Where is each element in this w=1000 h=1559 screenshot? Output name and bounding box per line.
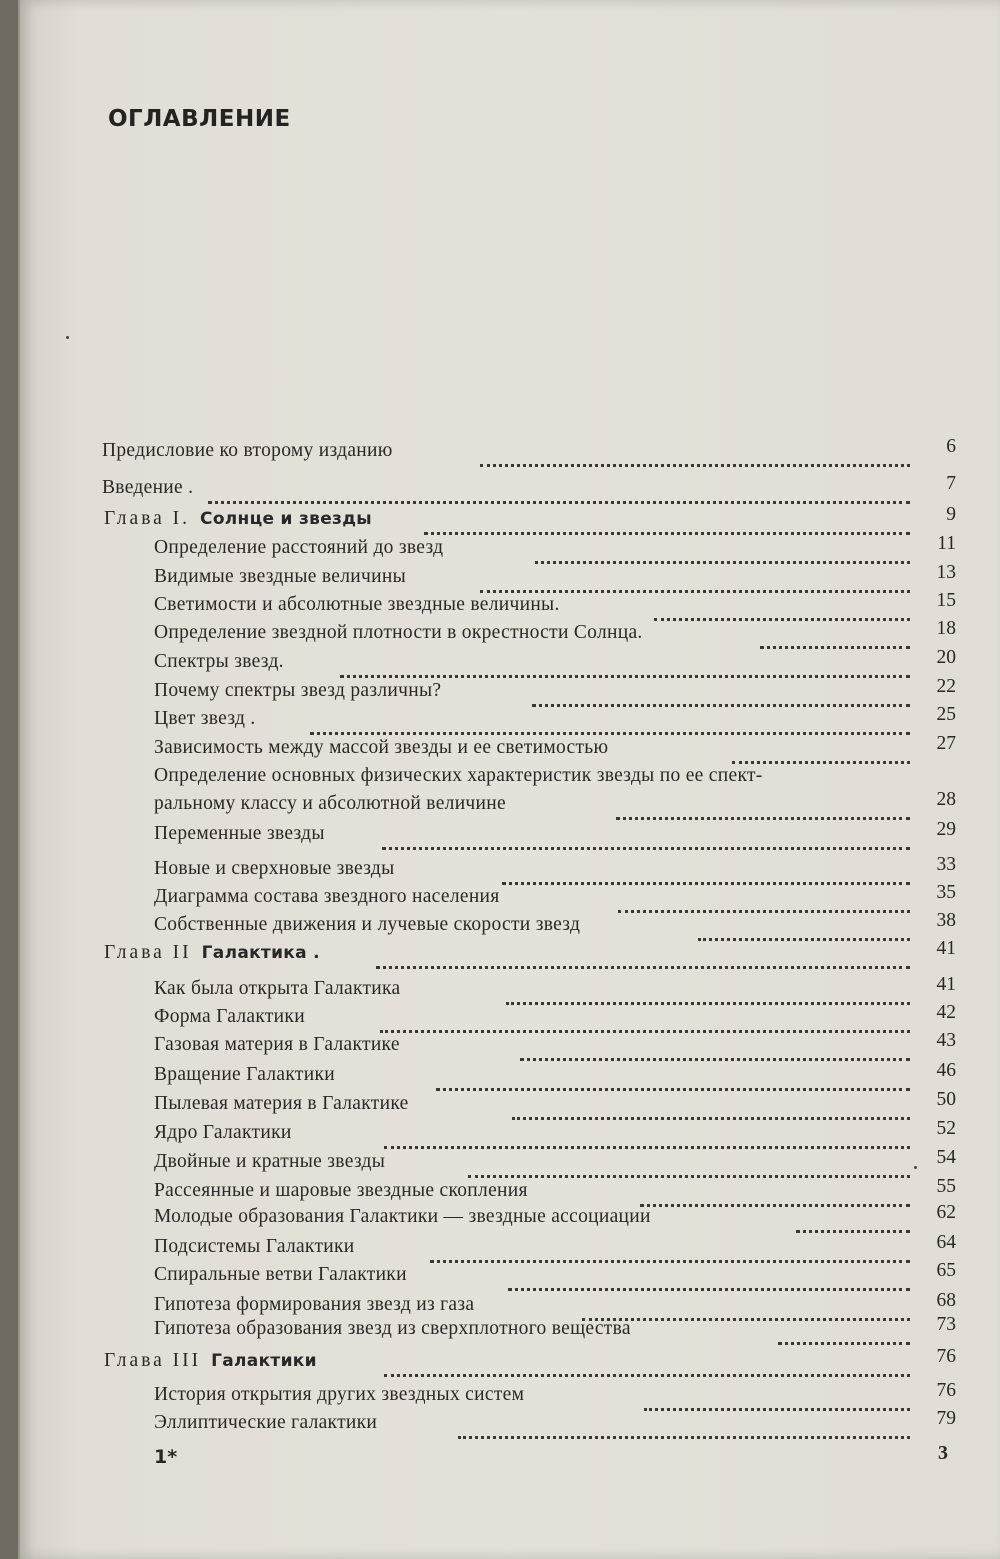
entry-label: Светимости и абсолютные звездные величины. [154, 594, 560, 615]
entry-label: Новые и сверхновые звезды [154, 858, 395, 879]
dot-leader [508, 1264, 910, 1291]
toc-entry [20, 676, 1000, 710]
toc-entry [20, 733, 1000, 767]
entry-label: Предисловие ко второму изданию [102, 440, 393, 461]
dot-leader [535, 537, 910, 564]
chapter-title: Солнце и звезды [200, 509, 372, 529]
toc-entry [20, 1118, 1000, 1152]
entry-page-number: 6 [946, 436, 956, 457]
entry-page-number: 11 [937, 533, 956, 554]
chapter-heading [104, 1350, 317, 1372]
toc-chapter-entry [20, 504, 1000, 538]
entry-page-number: 76 [936, 1346, 956, 1367]
dot-leader [506, 978, 910, 1005]
entry-page-number: 65 [936, 1260, 956, 1281]
entry-label: ральному классу и абсолютной величине [154, 793, 506, 814]
entry-page-number: 73 [936, 1314, 956, 1335]
toc-entry [20, 1260, 1000, 1294]
page-title: ОГЛАВЛЕНИЕ [108, 106, 291, 132]
toc-entry [20, 819, 1000, 853]
dot-leader [520, 1034, 910, 1061]
entry-page-number: 28 [936, 789, 956, 810]
chapter-title: Галактики [211, 1351, 317, 1371]
toc-entry [20, 882, 1000, 916]
toc-entry [20, 974, 1000, 1008]
entry-label: Диаграмма состава звездного населения [154, 886, 500, 907]
entry-page-number: 25 [936, 704, 956, 725]
toc-entry [20, 618, 1000, 652]
entry-page-number: 76 [936, 1380, 956, 1401]
entry-page-number: 41 [936, 974, 956, 995]
dot-leader [208, 477, 910, 504]
entry-page-number: 38 [936, 910, 956, 931]
entry-page-number: 68 [936, 1290, 956, 1311]
dot-leader [796, 1206, 910, 1233]
dot-leader [340, 651, 910, 678]
entry-page-number: 54 [936, 1147, 956, 1168]
chapter-number: Глава II [104, 942, 192, 963]
toc-chapter-entry [20, 1346, 1000, 1380]
chapter-heading [104, 508, 372, 530]
entry-page-number: 55 [936, 1176, 956, 1197]
dot-leader [582, 1294, 910, 1321]
dot-leader [384, 1350, 910, 1377]
dot-leader [618, 886, 910, 913]
toc-entry [20, 704, 1000, 738]
entry-page-number: 46 [936, 1060, 956, 1081]
entry-label: Пылевая материя в Галактике [154, 1093, 409, 1114]
dot-leader [480, 566, 910, 593]
entry-label: Определение расстояний до звезд [154, 537, 444, 558]
entry-page-number: 52 [936, 1118, 956, 1139]
toc-entry [20, 590, 1000, 624]
chapter-number: Глава I. [104, 508, 191, 529]
toc-entry [20, 789, 1000, 823]
entry-label: Вращение Галактики [154, 1064, 335, 1085]
toc-entry [20, 1002, 1000, 1036]
toc-chapter-entry [20, 938, 1000, 972]
toc-entry [20, 1030, 1000, 1064]
entry-page-number: 43 [936, 1030, 956, 1051]
entry-page-number: 18 [936, 618, 956, 639]
table-of-contents [20, 0, 1000, 1559]
entry-label: Ядро Галактики [154, 1122, 292, 1143]
dot-leader [698, 914, 910, 941]
entry-label: Введение . [102, 477, 194, 498]
toc-entry [20, 1202, 1000, 1236]
toc-entry [20, 1232, 1000, 1266]
entry-page-number: 42 [936, 1002, 956, 1023]
dot-leader [760, 622, 910, 649]
toc-entry [20, 1314, 1000, 1348]
entry-page-number: 79 [936, 1408, 956, 1429]
dot-leader [512, 1093, 910, 1120]
dot-leader [778, 1318, 910, 1345]
paper-speck [914, 1166, 917, 1169]
entry-label: Рассеянные и шаровые звездные скопления [154, 1180, 528, 1201]
entry-label: Форма Галактики [154, 1006, 305, 1027]
page-number: 3 [938, 1442, 948, 1464]
dot-leader [310, 708, 910, 735]
entry-page-number: 27 [936, 733, 956, 754]
entry-label: Переменные звезды [154, 823, 325, 844]
entry-label: Собственные движения и лучевые скорости звезд [154, 914, 581, 935]
toc-entry [20, 765, 1000, 795]
entry-label: Определение основных физических характеристик звезды по ее спект- [154, 765, 763, 786]
entry-page-number: 13 [936, 562, 956, 583]
toc-entry [20, 1147, 1000, 1181]
entry-page-number: 15 [936, 590, 956, 611]
toc-entry [20, 1380, 1000, 1414]
entry-label: Молодые образования Галактики — звездные ассоциации [154, 1206, 651, 1227]
entry-page-number: 7 [946, 473, 956, 494]
chapter-title: Галактика . [201, 943, 320, 963]
toc-entry [20, 1408, 1000, 1442]
entry-page-number: 41 [936, 938, 956, 959]
dot-leader [384, 1122, 910, 1149]
dot-leader [480, 440, 910, 467]
entry-label: Почему спектры звезд различны? [154, 680, 442, 701]
dot-leader [380, 1006, 910, 1033]
toc-entry [20, 562, 1000, 596]
toc-entry [20, 647, 1000, 681]
dot-leader [382, 823, 910, 850]
entry-label: Видимые звездные величины [154, 566, 406, 587]
entry-label: История открытия других звездных систем [154, 1384, 525, 1405]
entry-page-number: 29 [936, 819, 956, 840]
dot-leader [654, 594, 910, 621]
dot-leader [376, 942, 910, 969]
entry-page-number: 64 [936, 1232, 956, 1253]
entry-label: Газовая материя в Галактике [154, 1034, 400, 1055]
entry-label: Цвет звезд . [154, 708, 256, 729]
entry-label: Как была открыта Галактика [154, 978, 401, 999]
entry-label: Гипотеза формирования звезд из газа [154, 1294, 475, 1315]
entry-label: Эллиптические галактики [154, 1412, 378, 1433]
book-page [18, 0, 1000, 1559]
entry-page-number: 50 [936, 1089, 956, 1110]
entry-page-number: 22 [936, 676, 956, 697]
toc-entry [20, 436, 1000, 470]
chapter-heading [104, 942, 320, 964]
entry-page-number: 20 [936, 647, 956, 668]
entry-page-number: 33 [936, 854, 956, 875]
entry-label: Спиральные ветви Галактики [154, 1264, 407, 1285]
entry-page-number: 62 [936, 1202, 956, 1223]
toc-entry [20, 1060, 1000, 1094]
dot-leader [616, 793, 910, 820]
chapter-number: Глава III [104, 1350, 202, 1371]
toc-entry [20, 533, 1000, 567]
dot-leader [468, 1151, 910, 1178]
entry-label: Гипотеза образования звезд из сверхплотного вещества [154, 1318, 631, 1339]
paper-speck [66, 336, 69, 339]
dot-leader [458, 1412, 910, 1439]
entry-label: Спектры звезд. [154, 651, 284, 672]
signature-mark: 1* [154, 1446, 178, 1468]
toc-entry [20, 854, 1000, 888]
dot-leader [732, 737, 910, 764]
entry-label: Двойные и кратные звезды [154, 1151, 386, 1172]
entry-label: Определение звездной плотности в окрестности Солнца. [154, 622, 643, 643]
entry-label: Подсистемы Галактики [154, 1236, 355, 1257]
dot-leader [532, 680, 910, 707]
toc-entry [20, 910, 1000, 944]
entry-page-number: 35 [936, 882, 956, 903]
dot-leader [430, 1236, 910, 1263]
dot-leader [644, 1384, 910, 1411]
entry-label: Зависимость между массой звезды и ее светимостью [154, 737, 609, 758]
dot-leader [424, 508, 910, 535]
toc-entry [20, 473, 1000, 507]
dot-leader [640, 1180, 910, 1207]
dot-leader [436, 1064, 910, 1091]
toc-entry [20, 1089, 1000, 1123]
dot-leader [502, 858, 910, 885]
entry-page-number: 9 [946, 504, 956, 525]
